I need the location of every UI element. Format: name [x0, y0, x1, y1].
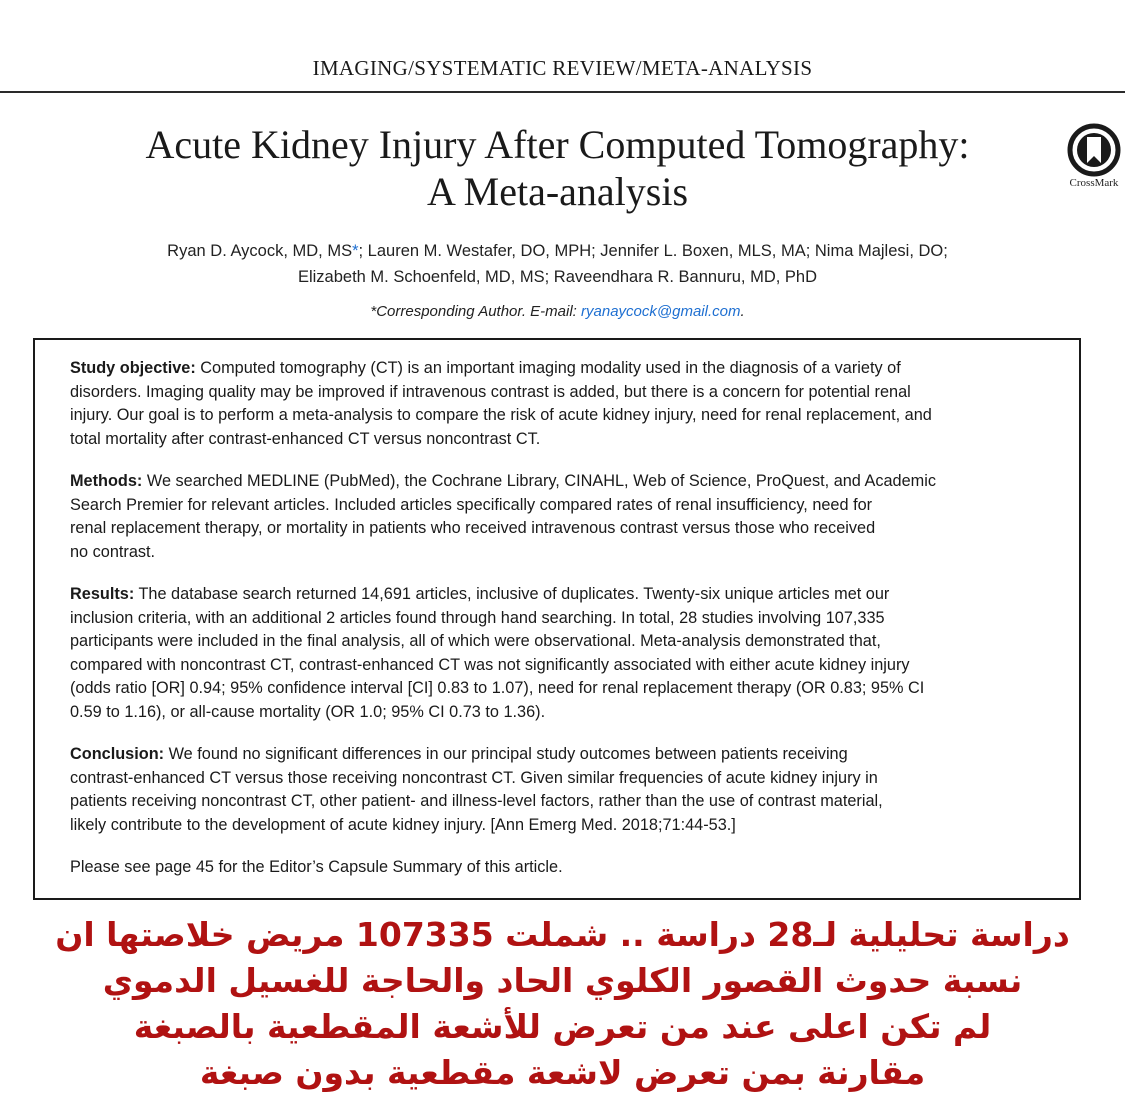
results-line: 0.59 to 1.16), or all-cause mortality (OR 1.0; 95% CI 0.73 to 1.36).: [70, 702, 546, 721]
conclusion-paragraph: [70, 743, 1051, 837]
crossmark-icon: [1067, 123, 1121, 177]
objective-line: total mortality after contrast-enhanced CT versus noncontrast CT.: [70, 429, 541, 448]
conclusion-heading: Conclusion:: [70, 745, 165, 763]
conclusion-line: patients receiving noncontrast CT, other patient- and illness-level factors, rather than the use of contrast material,: [70, 792, 883, 810]
arabic-caption: [0, 912, 1125, 1096]
crossmark-badge[interactable]: [1061, 123, 1125, 189]
methods-line: Search Premier for relevant articles. Included articles specifically compared rates of renal insufficiency, need for: [70, 495, 873, 514]
results-paragraph: [70, 583, 1051, 724]
arabic-caption-line: لم تكن اعلى عند من تعرض للأشعة المقطعية بالصبغة: [133, 1007, 992, 1046]
conclusion-line: likely contribute to the development of acute kidney injury. [Ann Emerg Med. 2018;71:44-53.]: [70, 815, 736, 834]
abstract-text: [70, 357, 1051, 899]
objective-paragraph: [70, 357, 1051, 451]
results-line: (odds ratio [OR] 0.94; 95% confidence interval [CI] 0.83 to 1.07), need for renal replacement therapy (OR 0.83; 95% CI: [70, 679, 925, 697]
conclusion-line: Conclusion: We found no significant differences in our principal study outcomes between patients receiving: [70, 745, 848, 763]
arabic-caption-line: مقارنة بمن تعرض لاشعة مقطعية بدون صبغة: [199, 1053, 926, 1092]
conclusion-line: contrast-enhanced CT versus those receiving noncontrast CT. Given similar frequencies of acute kidney injury in: [70, 768, 878, 787]
arabic-caption-line: نسبة حدوث القصور الكلوي الحاد والحاجة للغسيل الدموي: [102, 961, 1023, 1000]
title-line-2: A Meta-analysis: [426, 169, 689, 214]
corresponding-author: [60, 303, 1055, 320]
corresponding-star[interactable]: *: [352, 242, 359, 260]
capsule-note: Please see page 45 for the Editor’s Capsule Summary of this article.: [70, 858, 563, 876]
methods-paragraph: [70, 470, 1051, 564]
objective-line: disorders. Imaging quality may be improved if intravenous contrast is added, but there is a concern for potential renal: [70, 382, 911, 401]
methods-line: no contrast.: [70, 542, 156, 561]
corresponding-suffix: .: [740, 303, 745, 320]
author-list: [60, 238, 1055, 290]
results-heading: Results:: [70, 585, 135, 603]
first-author: Ryan D. Aycock, MD, MS: [167, 242, 353, 260]
results-line: Results: The database search returned 14,691 articles, inclusive of duplicates. Twenty-six unique articles met our: [70, 585, 890, 603]
objective-heading: Study objective:: [70, 359, 196, 377]
objective-line: injury. Our goal is to perform a meta-analysis to compare the risk of acute kidney injury, need for renal replacement, and: [70, 406, 932, 424]
authors-line-1: [60, 238, 1055, 264]
header-divider: [0, 91, 1125, 93]
corresponding-prefix: *Corresponding Author. E-mail:: [370, 303, 582, 320]
abstract-box: [33, 338, 1081, 900]
methods-line: Methods: We searched MEDLINE (PubMed), the Cochrane Library, CINAHL, Web of Science, ProQuest, and Academic: [70, 472, 936, 490]
authors-line-2: Elizabeth M. Schoenfeld, MD, MS; Raveendhara R. Bannuru, MD, PhD: [297, 268, 818, 286]
arabic-caption-line: دراسة تحليلية لـ28 دراسة .. شملت 107335 مريض خلاصتها ان: [55, 915, 1070, 954]
results-line: compared with noncontrast CT, contrast-enhanced CT was not significantly associated with either acute kidney injury: [70, 655, 910, 674]
results-line: participants were included in the final analysis, all of which were observational. Meta-analysis demonstrated that,: [70, 632, 881, 650]
other-authors: ; Lauren M. Westafer, DO, MPH; Jennifer L. Boxen, MLS, MA; Nima Majlesi, DO;: [358, 242, 948, 260]
article-title: [60, 121, 1055, 215]
email-link[interactable]: ryanaycock@gmail.com: [581, 303, 741, 320]
title-line-1: Acute Kidney Injury After Computed Tomography:: [145, 122, 970, 167]
methods-line: renal replacement therapy, or mortality in patients who received intravenous contrast versus those who received: [70, 519, 876, 537]
objective-line: Study objective: Computed tomography (CT) is an important imaging modality used in the diagnosis of a variety of: [70, 359, 901, 377]
results-line: inclusion criteria, with an additional 2 articles found through hand searching. In total, 28 studies involving 107,335: [70, 608, 885, 627]
crossmark-label: CrossMark: [1069, 177, 1119, 189]
section-label: IMAGING/SYSTEMATIC REVIEW/META-ANALYSIS: [312, 56, 813, 80]
methods-heading: Methods:: [70, 472, 143, 490]
